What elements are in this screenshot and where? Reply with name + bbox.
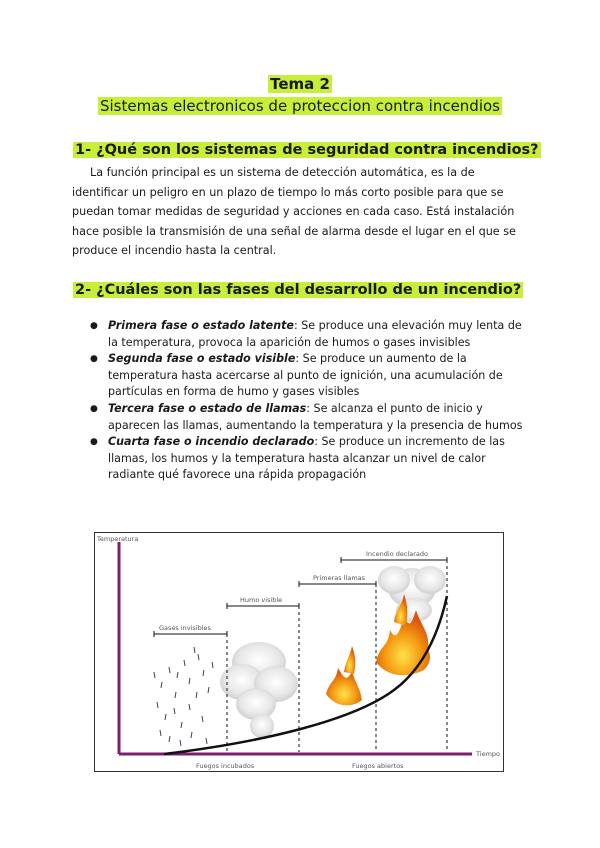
- paragraph-line: puedan tomar medidas de seguridad y acciones en cada caso. Está instalación: [72, 205, 515, 219]
- page-subtitle: Sistemas electronicos de proteccion contra incendios: [99, 97, 500, 115]
- fire-development-diagram: [94, 532, 504, 772]
- paragraph-line: hace posible la transmisión de una señal de alarma desde el lugar en el que se: [72, 224, 516, 238]
- phase-sep: :: [295, 352, 300, 366]
- phase-term: Cuarta fase o incendio declarado: [108, 435, 315, 449]
- stage-label: Gases invisibles: [159, 624, 211, 632]
- period-label: Fuegos incubados: [196, 762, 255, 770]
- phase-text: Se produce un aumento de la temperatura hasta acercarse al punto de ignición, una acumulación de partículas en forma de humo y gases visibles: [108, 352, 503, 399]
- section-1-paragraph: [72, 163, 530, 261]
- list-item: [90, 401, 530, 434]
- x-axis-label: Tiempo: [476, 750, 501, 758]
- stage-label: Incendio declarado: [366, 550, 428, 558]
- tema-title: [0, 75, 600, 93]
- paragraph-line: [72, 163, 530, 183]
- period-label: Fuegos abiertos: [352, 762, 404, 770]
- phase-sep: :: [314, 435, 318, 449]
- phase-text: Se produce una elevación muy lenta de la temperatura, provoca la aparición de humos o gases invisibles: [108, 319, 522, 349]
- stage-label: Primeras llamas: [313, 574, 366, 582]
- list-item: [90, 351, 530, 401]
- tema-label: Tema 2: [270, 75, 330, 93]
- fire-diagram-svg: [94, 532, 504, 772]
- paragraph-line: identificar un peligro en un plazo de tiempo lo más corto posible para que se: [72, 185, 504, 199]
- list-item: [90, 318, 530, 351]
- phase-term: Segunda fase o estado visible: [108, 352, 296, 366]
- page-title: [0, 97, 600, 115]
- section-2-heading: [73, 282, 523, 298]
- section-2-heading-text: 2- ¿Cuáles son las fases del desarrollo de un incendio?: [75, 282, 522, 298]
- phase-sep: :: [306, 401, 310, 415]
- phases-list: [90, 318, 530, 484]
- section-1-heading-text: 1- ¿Qué son los sistemas de seguridad contra incendios?: [75, 142, 539, 158]
- phase-term: Tercera fase o estado de llamas: [108, 401, 307, 415]
- stage-label: Humo visible: [240, 596, 283, 604]
- phase-text: Se alcanza el punto de inicio y aparecen las llamas, aumentando la temperatura y la presencia de humos: [108, 401, 523, 432]
- y-axis-label: Temperatura: [97, 535, 139, 543]
- diagram-frame: [95, 533, 504, 772]
- phase-text: Se produce un incremento de las llamas, los humos y la temperatura hasta alcanzar un nivel de calor radiante qué favorece una rápida propagación: [108, 435, 505, 482]
- phase-sep: :: [293, 319, 298, 332]
- list-item: [90, 434, 530, 484]
- section-1-heading: [73, 142, 541, 158]
- paragraph-line: produce el incendio hasta la central.: [72, 244, 277, 258]
- phase-term: Primera fase o estado latente: [108, 319, 294, 332]
- paragraph-line-text: La función principal es un sistema de detección automática, es la de: [90, 166, 475, 179]
